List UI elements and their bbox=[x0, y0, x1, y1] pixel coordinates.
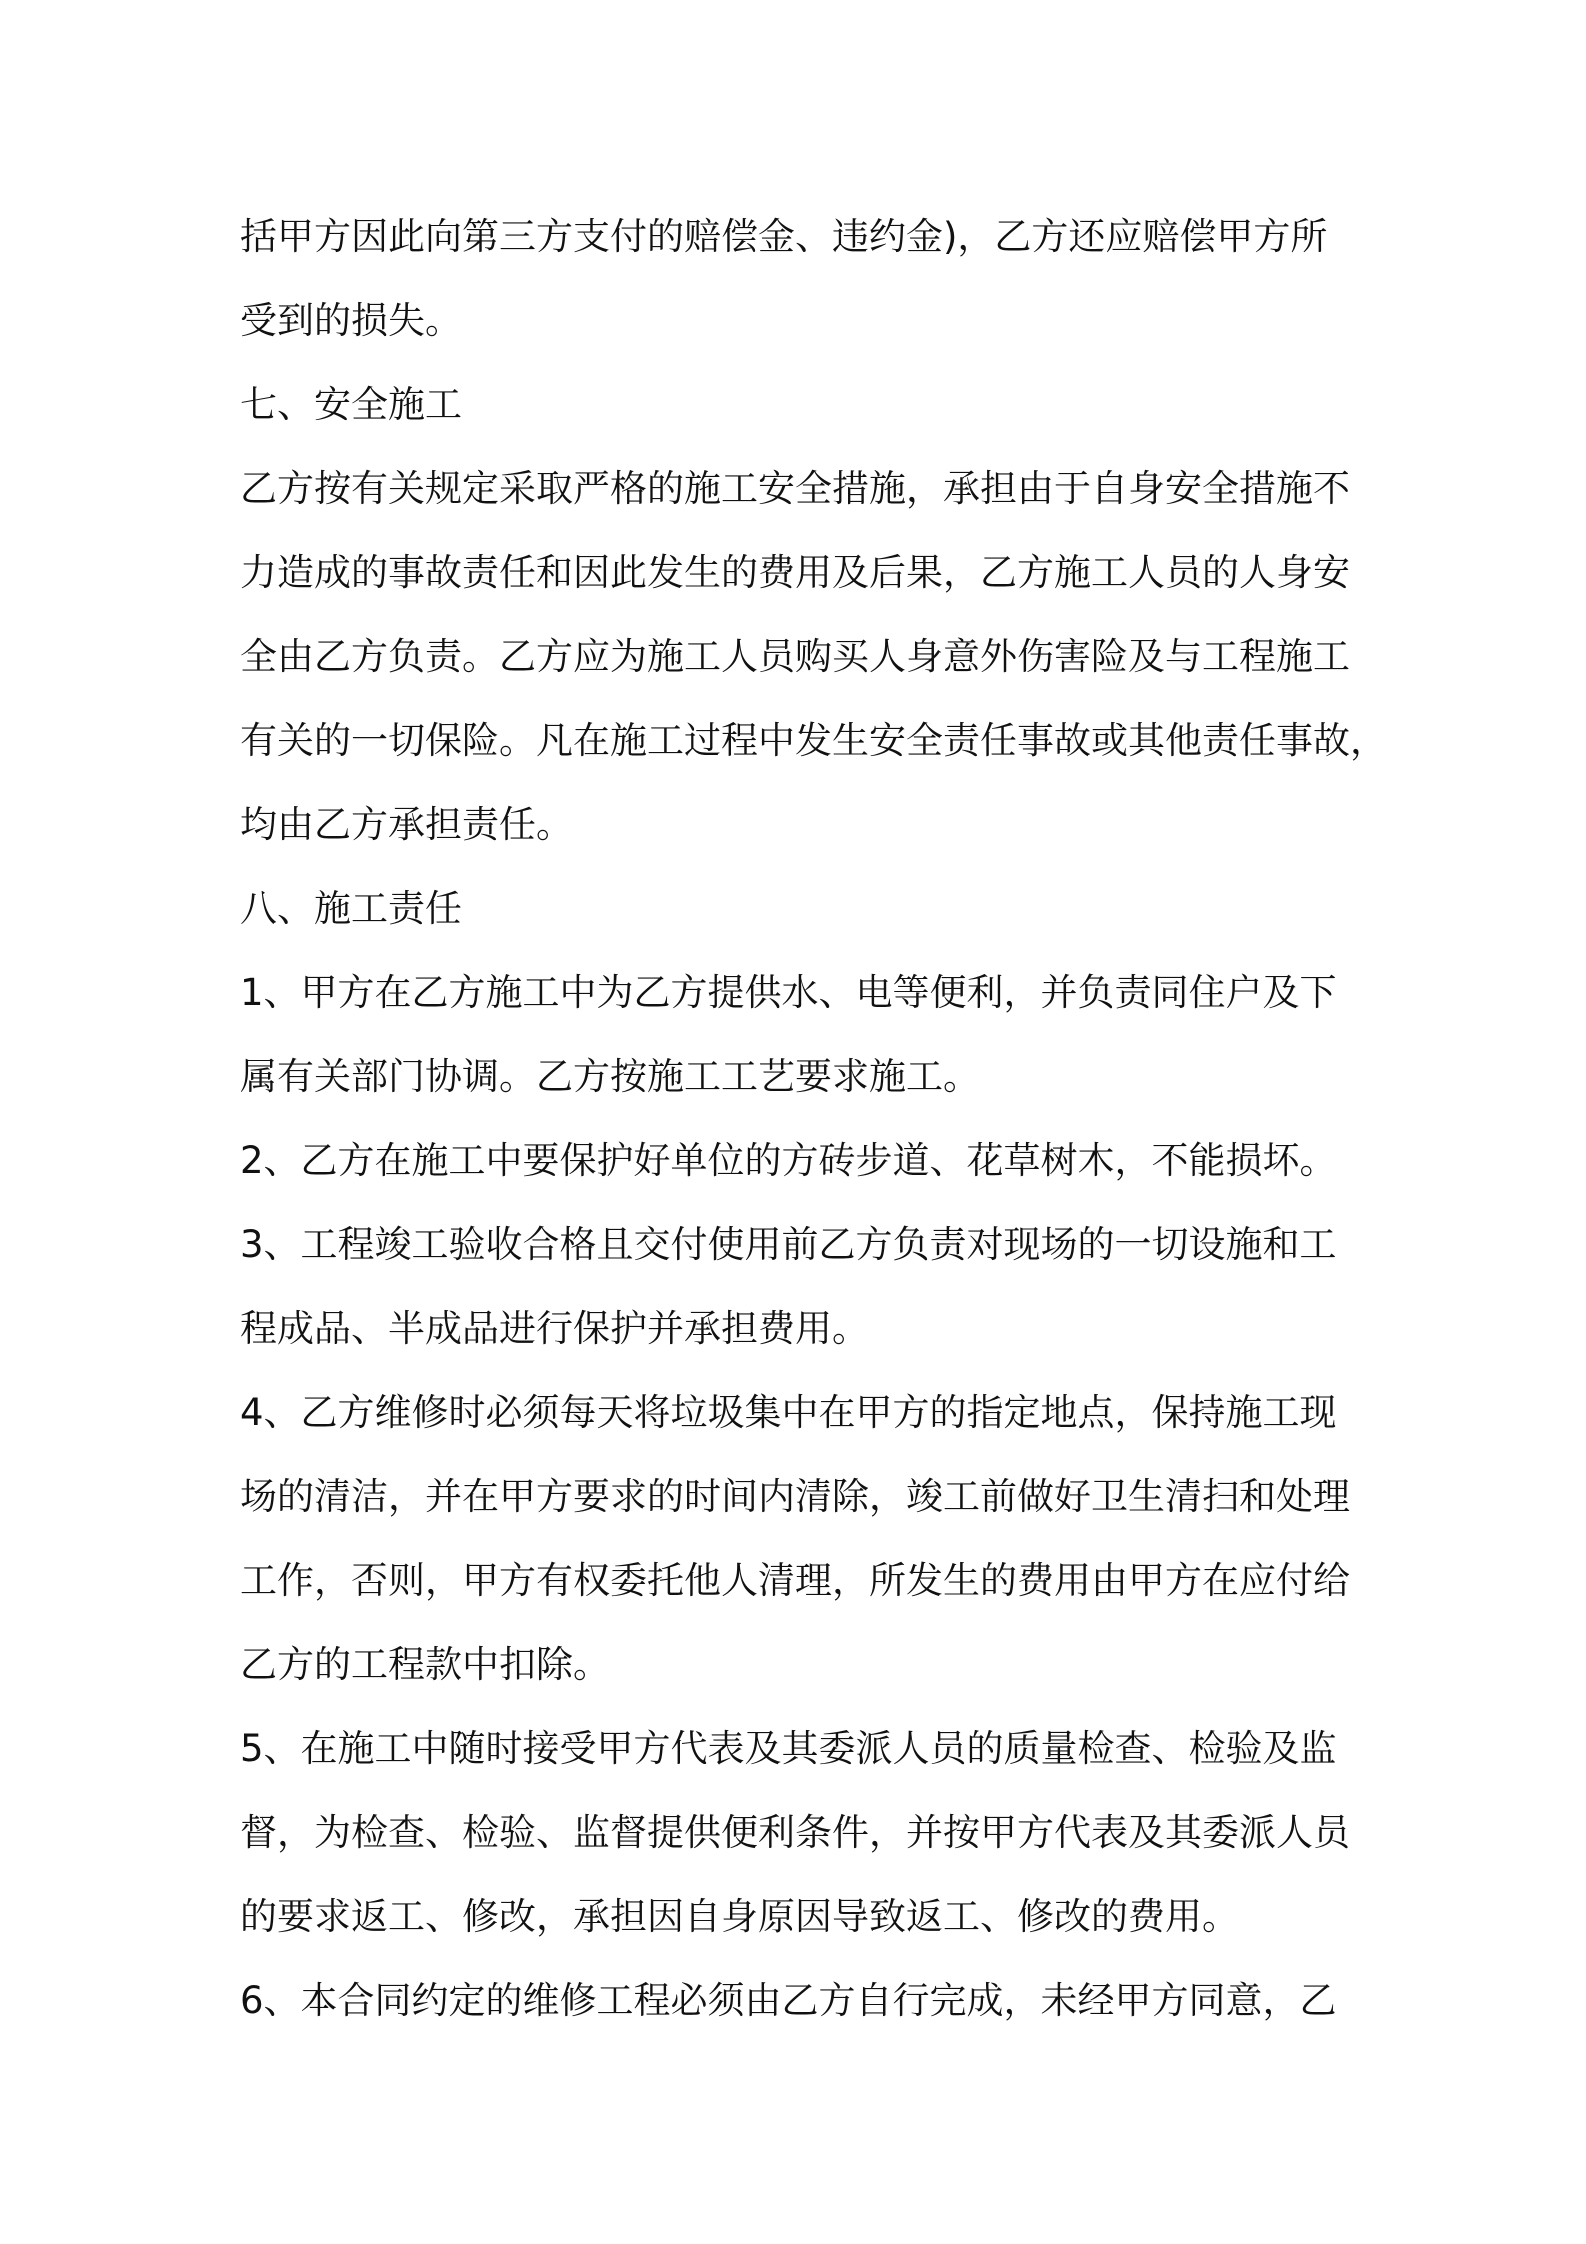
text-line: 3、工程竣工验收合格且交付使用前乙方负责对现场的一切设施和工 bbox=[240, 1223, 1337, 1266]
section-heading: 七、安全施工 bbox=[240, 383, 462, 426]
text-line: 6、本合同约定的维修工程必须由乙方自行完成，未经甲方同意，乙 bbox=[240, 1979, 1337, 2022]
text-line: 乙方按有关规定采取严格的施工安全措施，承担由于自身安全措施不 bbox=[240, 467, 1350, 510]
text-line: 的要求返工、修改，承担因自身原因导致返工、修改的费用。 bbox=[240, 1895, 1239, 1938]
text-line: 有关的一切保险。凡在施工过程中发生安全责任事故或其他责任事故， bbox=[240, 719, 1387, 762]
text-line: 工作，否则，甲方有权委托他人清理，所发生的费用由甲方在应付给 bbox=[240, 1559, 1350, 1602]
text-line: 4、乙方维修时必须每天将垃圾集中在甲方的指定地点，保持施工现 bbox=[240, 1391, 1337, 1434]
document-body bbox=[240, 195, 1387, 2043]
text-line: 属有关部门协调。乙方按施工工艺要求施工。 bbox=[240, 1055, 980, 1098]
text-line: 受到的损失。 bbox=[240, 299, 462, 342]
text-line: 场的清洁，并在甲方要求的时间内清除，竣工前做好卫生清扫和处理 bbox=[240, 1475, 1350, 1518]
text-line: 1、甲方在乙方施工中为乙方提供水、电等便利，并负责同住户及下 bbox=[240, 971, 1337, 1014]
text-line: 全由乙方负责。乙方应为施工人员购买人身意外伤害险及与工程施工 bbox=[240, 635, 1350, 678]
text-line: 均由乙方承担责任。 bbox=[240, 803, 573, 846]
text-line: 2、乙方在施工中要保护好单位的方砖步道、花草树木，不能损坏。 bbox=[240, 1139, 1337, 1182]
text-line: 括甲方因此向第三方支付的赔偿金、违约金)，乙方还应赔偿甲方所 bbox=[240, 215, 1328, 258]
text-line: 力造成的事故责任和因此发生的费用及后果，乙方施工人员的人身安 bbox=[240, 551, 1350, 594]
text-line: 5、在施工中随时接受甲方代表及其委派人员的质量检查、检验及监 bbox=[240, 1727, 1337, 1770]
text-line: 乙方的工程款中扣除。 bbox=[240, 1643, 610, 1686]
text-line: 程成品、半成品进行保护并承担费用。 bbox=[240, 1307, 869, 1350]
text-line: 督，为检查、检验、监督提供便利条件，并按甲方代表及其委派人员 bbox=[240, 1811, 1350, 1854]
section-heading: 八、施工责任 bbox=[240, 887, 462, 930]
